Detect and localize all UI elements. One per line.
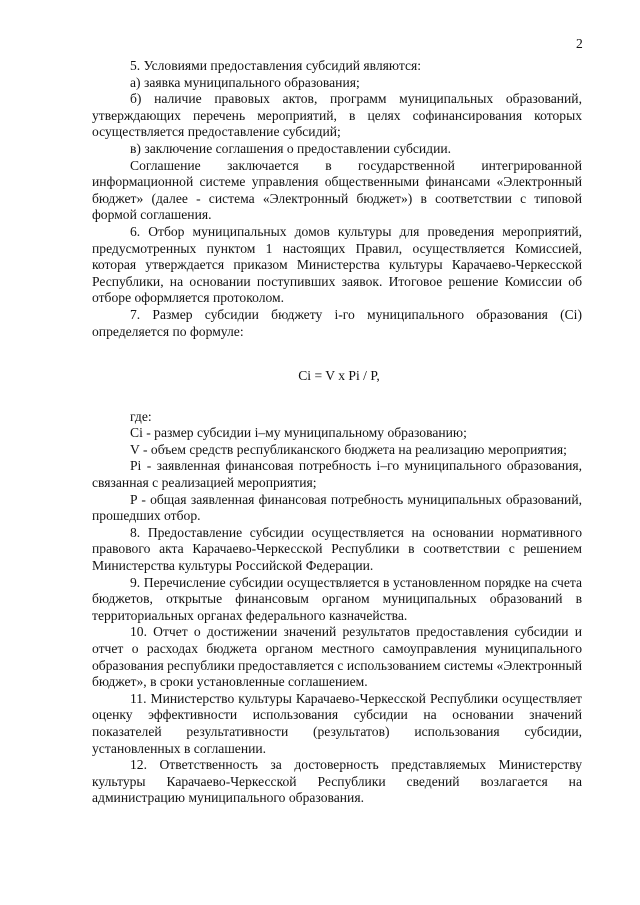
paragraph: Ci - размер субсидии i–му муниципальному образованию; [130, 425, 467, 441]
paragraph: а) заявка муниципального образования; [130, 74, 360, 90]
paragraph: 5. Условиями предоставления субсидий являются: [130, 58, 422, 73]
paragraph: 10. Отчет о достижении значений результатов предоставления субсидии и отчет о расходах бюджета органом местного самоуправления муниципального образования республики предоставляется с использованием системы «Электронный бюджет», в сроки установленные соглашением. [92, 624, 582, 690]
subsidy-formula: Ci = V x Pi / P, [298, 368, 380, 384]
paragraph: P - общая заявленная финансовая потребность муниципальных образований, прошедших отбор. [92, 491, 582, 524]
paragraph: Pi - заявленная финансовая потребность i–го муниципального образования, связанная с реализацией мероприятия; [92, 458, 582, 491]
paragraph: 12. Ответственность за достоверность представляемых Министерству культуры Карачаево-Черкесской Республики сведений возлагается на администрацию муниципального образования. [92, 757, 582, 806]
document-body [92, 58, 582, 807]
paragraph: 8. Предоставление субсидии осуществляется на основании нормативного правового акта Карачаево-Черкесской Республики в соответствии с решением Министерства культуры Российской Федерации. [92, 524, 582, 574]
page-number: 2 [576, 36, 583, 51]
paragraph: 6. Отбор муниципальных домов культуры для проведения мероприятий, предусмотренных пунктом 1 настоящих Правил, осуществляется Комиссией, которая утверждается приказом Министерства культуры Карачаево-Черкесской Республики, на основании поступивших заявок. Итоговое решение Комиссии об отборе оформляется протоколом. [92, 223, 582, 306]
paragraph: где: [130, 408, 152, 424]
paragraph: 7. Размер субсидии бюджету i-го муниципального образования (Ci) определяется по формуле: [92, 306, 582, 339]
paragraph: б) наличие правовых актов, программ муниципальных образований, утверждающих перечень мероприятий, в целях софинансирования которых осуществляется предоставление субсидий; [92, 91, 582, 140]
paragraph: 9. Перечисление субсидии осуществляется в установленном порядке на счета бюджетов, открытые финансовым органом муниципальных образований в территориальных органах федерального казначейства. [92, 574, 582, 623]
paragraph: Соглашение заключается в государственной интегрированной информационной системе управления общественными финансами «Электронный бюджет» (далее - система «Электронный бюджет») в соответствии с типовой формой соглашения. [92, 157, 582, 223]
paragraph: V - объем средств республиканского бюджета на реализацию мероприятия; [130, 441, 567, 457]
paragraph: 11. Министерство культуры Карачаево-Черкесской Республики осуществляет оценку эффективности использования субсидии на основании значений показателей результативности (результатов) использования субсидии, установленных в соглашении. [92, 690, 582, 756]
paragraph: в) заключение соглашения о предоставлении субсидии. [130, 140, 452, 156]
